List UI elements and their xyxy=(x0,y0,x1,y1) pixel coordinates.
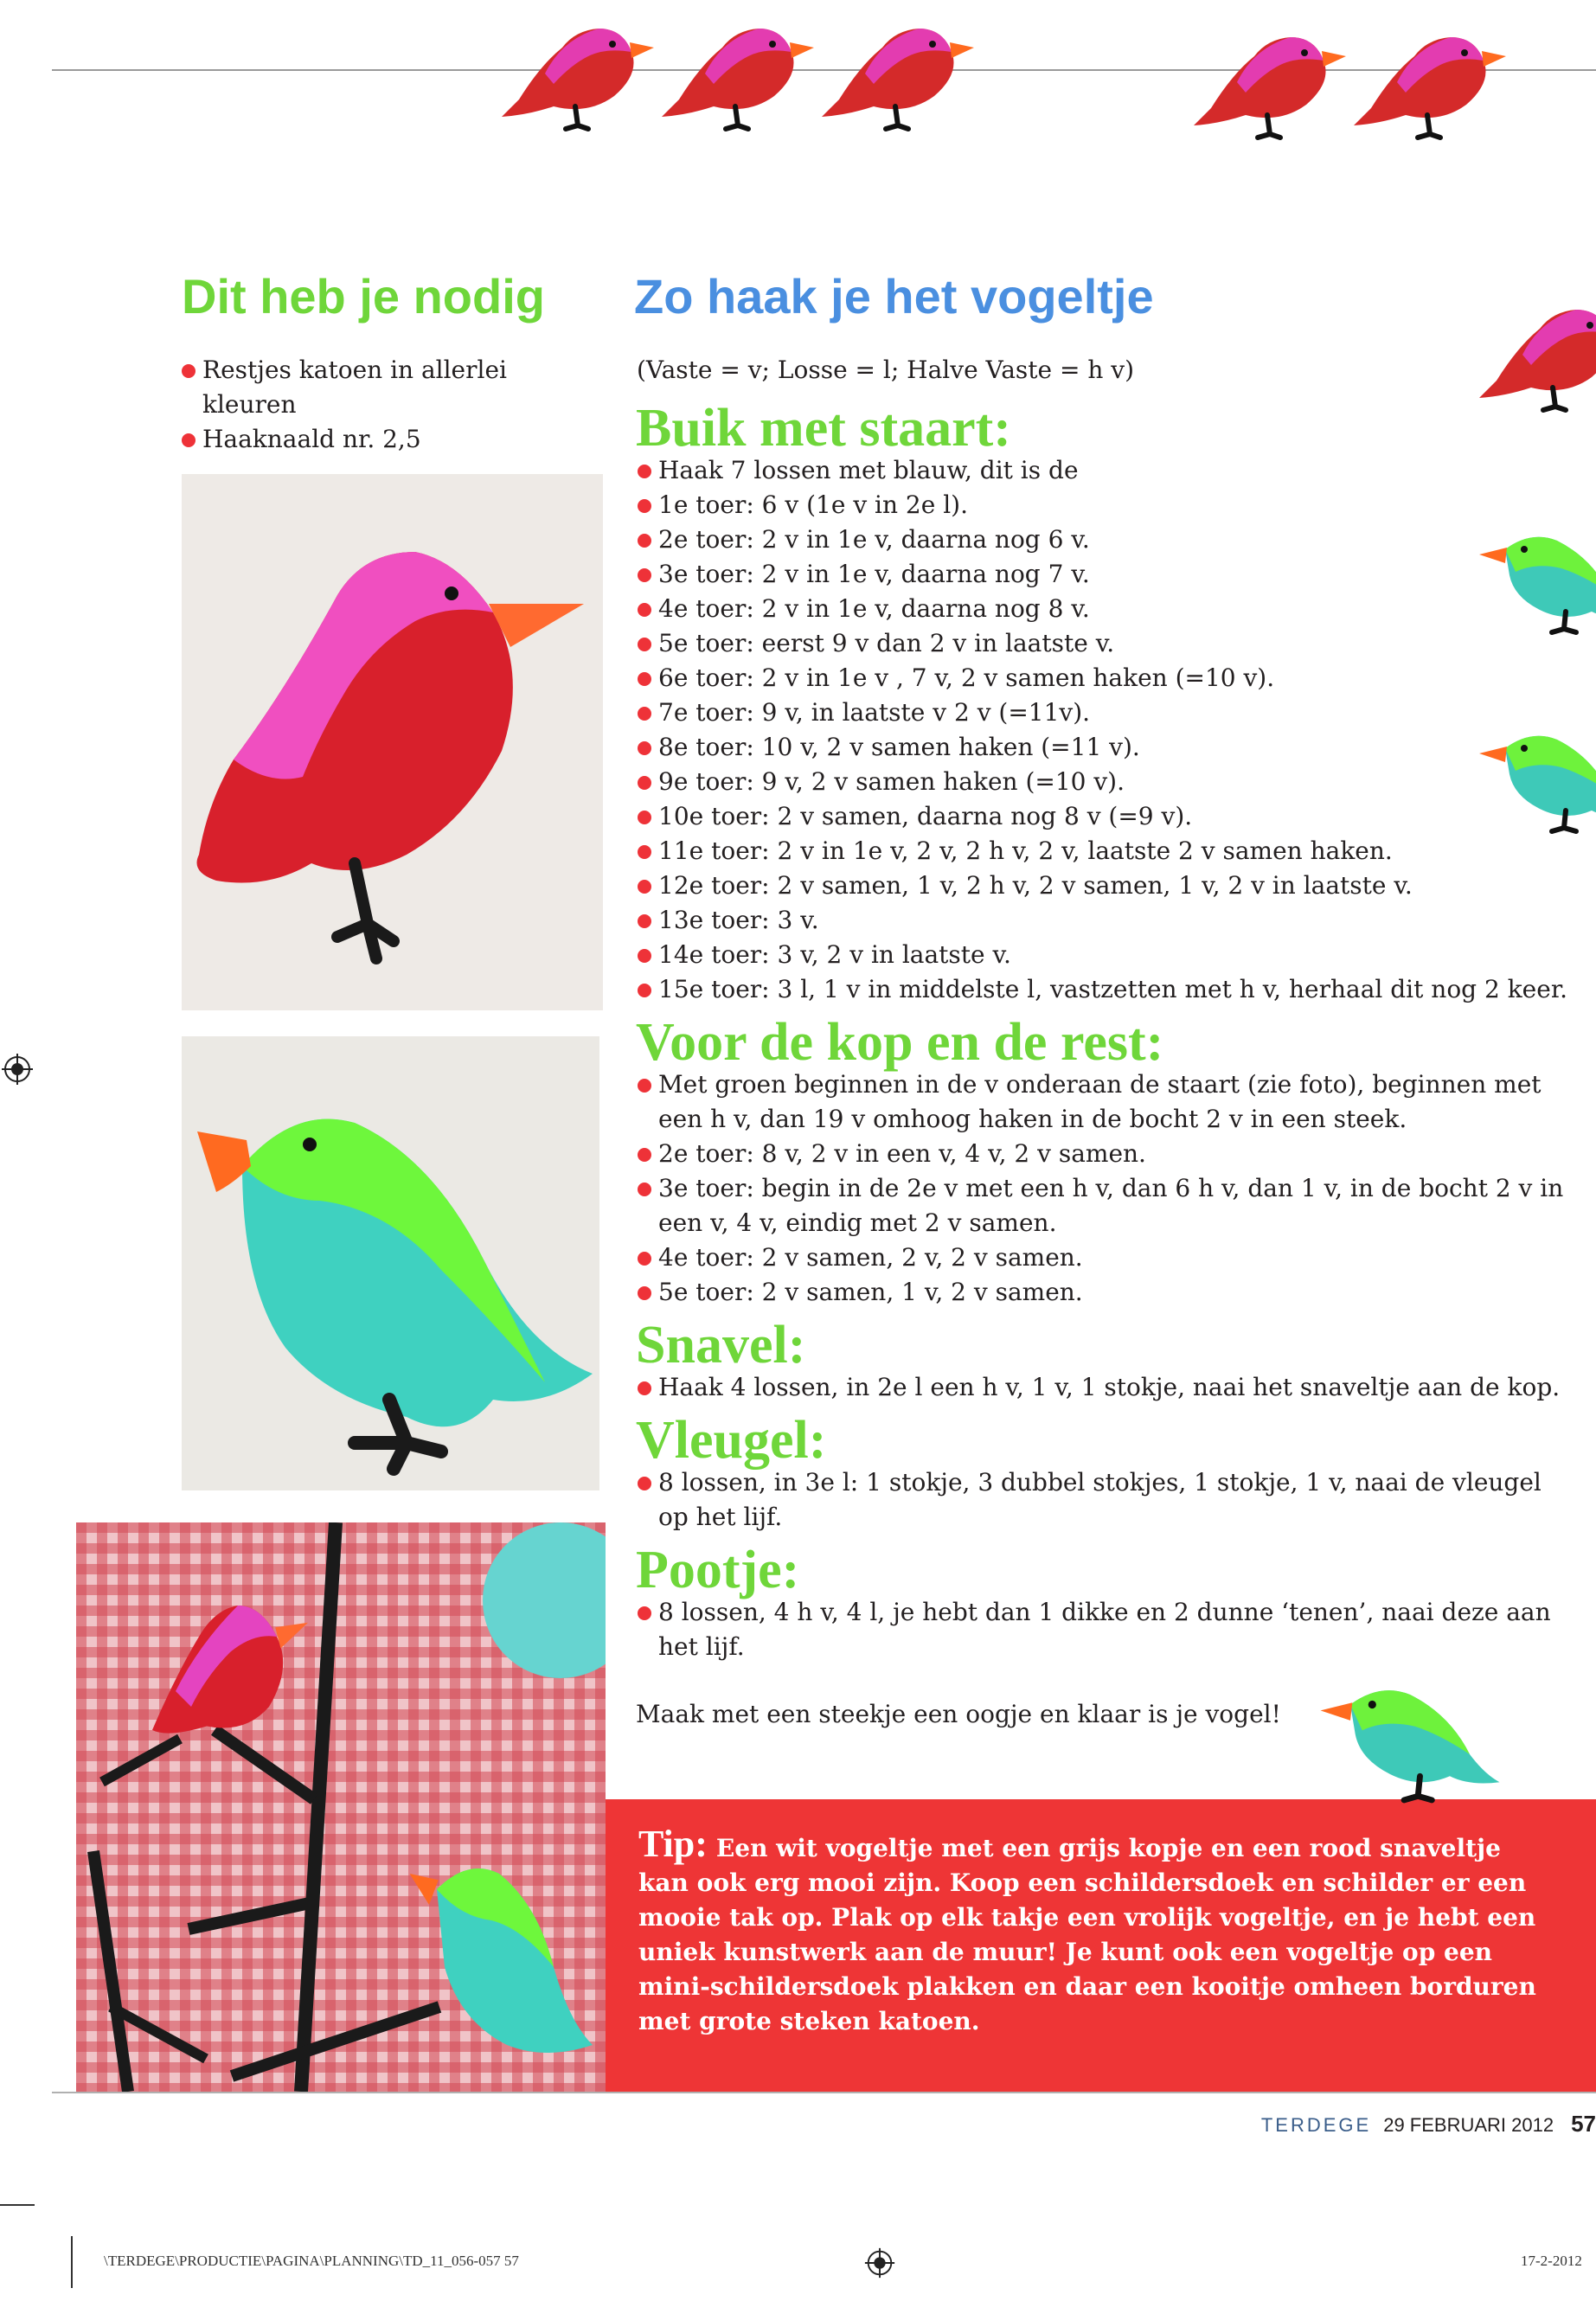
registration-mark-icon xyxy=(863,2247,896,2279)
red-bird-icon xyxy=(493,13,666,134)
closing-note: Maak met een steekje een oogje en klaar is je vogel! xyxy=(636,1700,1281,1728)
needs-title: Dit heb je nodig xyxy=(182,269,545,324)
step: 8 lossen, in 3e l: 1 stokje, 3 dubbel stokjes, 1 stokje, 1 v, naai de vleugel op het lijf. xyxy=(636,1465,1570,1535)
photo-birds-on-branch xyxy=(76,1522,606,2092)
step: 12e toer: 2 v samen, 1 v, 2 h v, 2 v samen, 1 v, 2 v in laatste v. xyxy=(636,868,1570,903)
needs-list xyxy=(180,353,595,457)
needs-item: Restjes katoen in allerlei kleuren xyxy=(180,353,595,422)
section-title: Snavel: xyxy=(636,1316,806,1375)
step: 11e toer: 2 v in 1e v, 2 v, 2 h v, 2 v, laatste 2 v samen haken. xyxy=(636,834,1570,868)
step: Met groen beginnen in de v onderaan de staart (zie foto), beginnen met een h v, dan 19 v omhoog haken in de bocht 2 v in een steek. xyxy=(636,1067,1570,1137)
step: 4e toer: 2 v samen, 2 v, 2 v samen. xyxy=(636,1240,1570,1275)
step: 3e toer: begin in de 2e v met een h v, dan 6 h v, dan 1 v, in de bocht 2 v in een v, 4 v, eindig met 2 v samen. xyxy=(636,1171,1570,1240)
folio xyxy=(1261,2111,1596,2138)
step: Haak 7 lossen met blauw, dit is de xyxy=(636,453,1570,488)
page-number: 57 xyxy=(1571,2111,1596,2137)
issue-date: 29 FEBRUARI 2012 xyxy=(1383,2114,1554,2136)
step-list xyxy=(636,1370,1570,1405)
step: Haak 4 lossen, in 2e l een h v, 1 v, 1 stokje, naai het snaveltje aan de kop. xyxy=(636,1370,1570,1405)
instructions-body xyxy=(636,400,1570,1732)
green-bird-icon xyxy=(1311,1661,1509,1808)
footer-rule xyxy=(52,2092,1596,2093)
needs-item: Haaknaald nr. 2,5 xyxy=(180,422,595,457)
red-bird-icon xyxy=(1345,22,1518,143)
slug-date: 17-2-2012 xyxy=(1521,2253,1582,2269)
step: 2e toer: 8 v, 2 v in een v, 4 v, 2 v samen. xyxy=(636,1137,1570,1171)
step: 8 lossen, 4 h v, 4 l, je hebt dan 1 dikke en 2 dunne ‘tenen’, naai deze aan het lijf. xyxy=(636,1595,1570,1664)
step-list xyxy=(636,453,1570,1007)
red-bird-icon xyxy=(813,13,986,134)
crop-mark xyxy=(71,2236,73,2288)
step: 15e toer: 3 l, 1 v in middelste l, vastzetten met h v, herhaal dit nog 2 keer. xyxy=(636,972,1570,1007)
step: 1e toer: 6 v (1e v in 2e l). xyxy=(636,488,1570,522)
section-title: Voor de kop en de rest: xyxy=(636,1013,1164,1072)
magazine-name: TERDEGE xyxy=(1260,2114,1372,2136)
photo-red-bird xyxy=(182,474,603,1010)
section-title: Buik met staart: xyxy=(636,399,1011,458)
step-list xyxy=(636,1465,1570,1535)
step: 9e toer: 9 v, 2 v samen haken (=10 v). xyxy=(636,765,1570,799)
step: 3e toer: 2 v in 1e v, daarna nog 7 v. xyxy=(636,557,1570,592)
abbrev-legend: (Vaste = v; Losse = l; Halve Vaste = h v) xyxy=(637,356,1135,384)
step-list xyxy=(636,1595,1570,1664)
step: 2e toer: 2 v in 1e v, daarna nog 6 v. xyxy=(636,522,1570,557)
tip-text-block xyxy=(638,1823,1538,2039)
step: 14e toer: 3 v, 2 v in laatste v. xyxy=(636,938,1570,972)
section-title: Pootje: xyxy=(636,1541,800,1599)
photo-green-bird xyxy=(182,1036,599,1490)
red-bird-icon xyxy=(1185,22,1358,143)
tip-body: Een wit vogeltje met een grijs kopje en een rood snaveltje kan ook erg mooi zijn. Koop een schildersdoek en schilder er een mooie tak op. Plak op elk takje een vrolijk vogeltje, en je hebt een uniek kunstwerk aan de muur! Je kunt ook een vogeltje op een mini-schildersdoek plakken en daar een kooitje omheen borduren met grote steken katoen. xyxy=(638,1834,1536,2035)
tip-label: Tip: xyxy=(638,1823,708,1865)
step: 7e toer: 9 v, in laatste v 2 v (=11v). xyxy=(636,695,1570,730)
step: 13e toer: 3 v. xyxy=(636,903,1570,938)
step: 6e toer: 2 v in 1e v , 7 v, 2 v samen haken (=10 v). xyxy=(636,661,1570,695)
crop-mark xyxy=(0,2204,35,2206)
step: 10e toer: 2 v samen, daarna nog 8 v (=9 v). xyxy=(636,799,1570,834)
registration-mark-icon xyxy=(0,1052,35,1086)
step-list xyxy=(636,1067,1570,1310)
step: 8e toer: 10 v, 2 v samen haken (=11 v). xyxy=(636,730,1570,765)
step: 4e toer: 2 v in 1e v, daarna nog 8 v. xyxy=(636,592,1570,626)
instructions-title: Zo haak je het vogeltje xyxy=(634,269,1154,324)
step: 5e toer: eerst 9 v dan 2 v in laatste v. xyxy=(636,626,1570,661)
red-bird-icon xyxy=(653,13,826,134)
section-title: Vleugel: xyxy=(636,1411,827,1470)
step: 5e toer: 2 v samen, 1 v, 2 v samen. xyxy=(636,1275,1570,1310)
slug-path: \TERDEGE\PRODUCTIE\PAGINA\PLANNING\TD_11_056-057 57 xyxy=(104,2253,519,2269)
